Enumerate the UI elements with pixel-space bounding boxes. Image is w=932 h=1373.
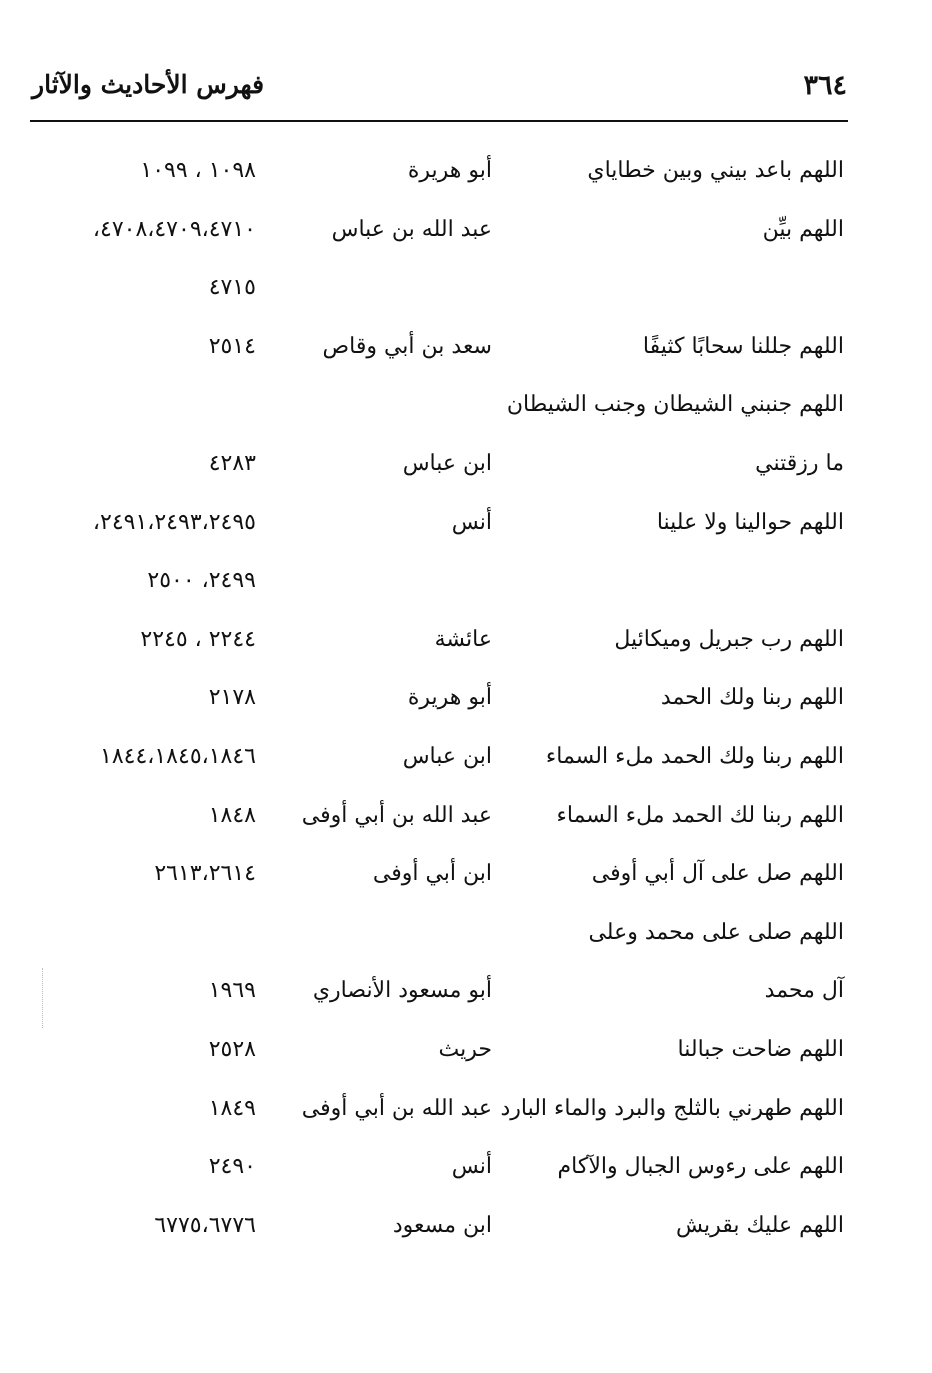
hadith-text: اللهم على رءوس الجبال والآكام: [557, 1154, 844, 1180]
page-header: [32, 70, 847, 110]
hadith-numbers: ١٨٤٨: [208, 802, 256, 828]
hadith-text: اللهم ضاحت جبالنا: [677, 1036, 844, 1062]
index-row: [0, 791, 932, 850]
hadith-text: اللهم جللنا سحابًا كثيفًا: [642, 333, 844, 359]
index-row: [0, 263, 932, 322]
hadith-numbers: ٤٧١٥: [208, 275, 256, 301]
hadith-numbers: ٢٥٢٨: [208, 1036, 256, 1062]
hadith-text: اللهم صلى على محمد وعلى: [588, 919, 844, 945]
hadith-text: اللهم عليك بقريش: [675, 1212, 844, 1238]
narrator-name: أنس: [451, 509, 492, 535]
hadith-numbers: ٢٥١٤: [208, 333, 256, 359]
narrator-name: عبد الله بن أبي أوفى: [301, 802, 492, 828]
hadith-text: اللهم طهرني بالثلج والبرد والماء البارد: [500, 1095, 844, 1121]
hadith-numbers: ٢٤٩٩، ٢٥٠٠: [147, 568, 256, 594]
index-row: [0, 439, 932, 498]
hadith-text: ما رزقتني: [755, 450, 844, 476]
hadith-numbers: ١٨٤٤،١٨٤٥،١٨٤٦: [100, 743, 256, 769]
narrator-name: أبو مسعود الأنصاري: [312, 978, 492, 1004]
index-row: [0, 380, 932, 439]
hadith-numbers: ١٩٦٩: [208, 978, 256, 1004]
index-row: [0, 1084, 932, 1143]
index-row: [0, 615, 932, 674]
index-row: [0, 849, 932, 908]
index-row: [0, 205, 932, 264]
header-rule: [30, 120, 848, 122]
narrator-name: عبد الله بن عباس: [331, 216, 492, 242]
margin-mark: [42, 968, 43, 1028]
hadith-numbers: ١٨٤٩: [208, 1095, 256, 1121]
narrator-name: ابن مسعود: [392, 1212, 492, 1238]
index-row: [0, 1201, 932, 1260]
hadith-text: اللهم بيِّن: [762, 216, 844, 242]
hadith-numbers: ٢٤٩١،٢٤٩٣،٢٤٩٥،: [92, 509, 256, 535]
hadith-text: اللهم حوالينا ولا علينا: [656, 509, 844, 535]
hadith-numbers: ٢٤٩٠: [208, 1154, 256, 1180]
narrator-name: ابن أبي أوفى: [372, 861, 492, 887]
hadith-text: اللهم ربنا ولك الحمد ملء السماء: [545, 743, 844, 769]
hadith-numbers: ٢٦١٣،٢٦١٤: [154, 861, 256, 887]
hadith-text: اللهم ربنا لك الحمد ملء السماء: [556, 802, 844, 828]
index-row: [0, 732, 932, 791]
hadith-numbers: ١٠٩٨ ، ١٠٩٩: [140, 158, 256, 183]
hadith-text: آل محمد: [764, 978, 844, 1004]
hadith-numbers: ٤٢٨٣: [208, 450, 256, 476]
narrator-name: أبو هريرة: [407, 158, 492, 183]
page-number: ٣٦٤: [803, 70, 847, 101]
narrator-name: ابن عباس: [402, 450, 492, 476]
index-row: [0, 322, 932, 381]
narrator-name: عبد الله بن أبي أوفى: [301, 1095, 492, 1121]
hadith-numbers: ٢١٧٨: [208, 685, 256, 711]
hadith-numbers: ٤٧٠٨،٤٧٠٩،٤٧١٠،: [92, 216, 256, 242]
index-row: [0, 1142, 932, 1201]
hadith-text: اللهم صل على آل أبي أوفى: [591, 861, 844, 887]
narrator-name: أنس: [451, 1154, 492, 1180]
hadith-text: اللهم باعد بيني وبين خطاياي: [587, 158, 844, 183]
hadith-index-list: [0, 146, 932, 1259]
narrator-name: عائشة: [434, 626, 492, 652]
narrator-name: أبو هريرة: [407, 685, 492, 711]
index-row: [0, 908, 932, 967]
hadith-text: اللهم ربنا ولك الحمد: [660, 685, 844, 711]
narrator-name: سعد بن أبي وقاص: [322, 333, 492, 359]
hadith-numbers: ٦٧٧٥،٦٧٧٦: [154, 1212, 256, 1238]
index-row: [0, 498, 932, 557]
index-row: [0, 673, 932, 732]
hadith-text: اللهم جنبني الشيطان وجنب الشيطان: [506, 392, 844, 418]
index-row: [0, 966, 932, 1025]
hadith-numbers: ٢٢٤٤ ، ٢٢٤٥: [140, 626, 256, 652]
index-row: [0, 1025, 932, 1084]
index-row: [0, 146, 932, 205]
narrator-name: ابن عباس: [402, 743, 492, 769]
hadith-text: اللهم رب جبريل وميكائيل: [614, 626, 844, 652]
index-row: [0, 556, 932, 615]
narrator-name: حريث: [438, 1036, 492, 1062]
running-title: فهرس الأحاديث والآثار: [32, 70, 265, 99]
